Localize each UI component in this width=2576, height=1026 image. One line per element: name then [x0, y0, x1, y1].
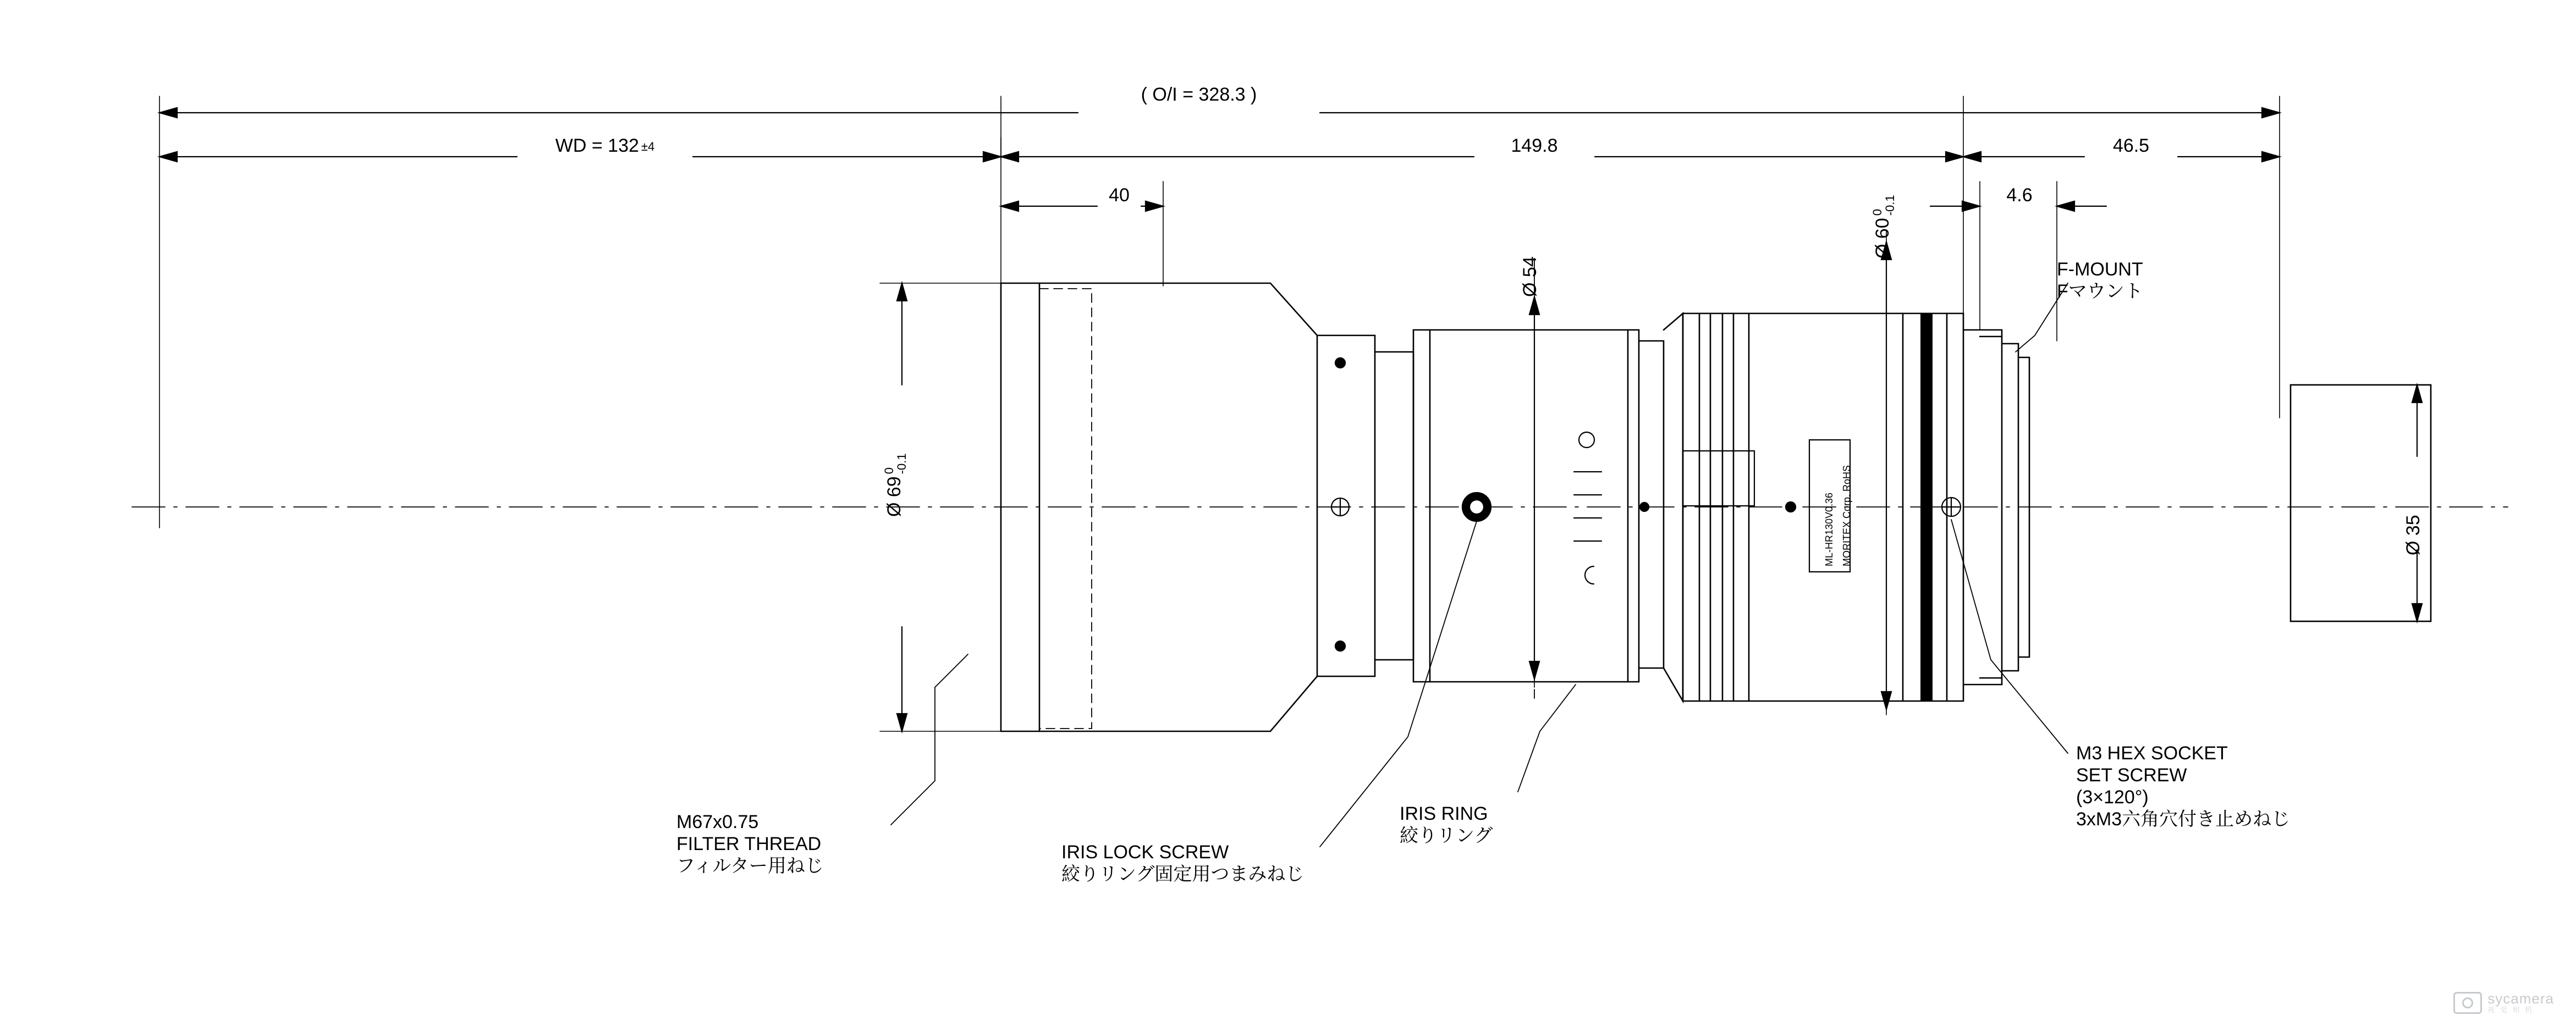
callout-filter-thread	[676, 811, 824, 877]
dimension-40: 40	[1109, 185, 1130, 206]
dimension-4-6: 4.6	[2006, 185, 2033, 206]
dimension-working-distance: WD = 132	[555, 135, 639, 156]
callout-iris-ring-line2: 絞りリング	[1400, 825, 1493, 847]
callout-filter-thread-line3: フィルター用ねじ	[676, 856, 824, 877]
callout-iris-ring	[1400, 803, 1493, 847]
callout-set-screw-line4: 3xM3六角穴付き止めねじ	[2076, 809, 2291, 830]
lens-name-plate-sub	[1841, 465, 1853, 566]
callout-f-mount-line1: F-MOUNT	[2057, 259, 2143, 280]
callout-filter-thread-line2: FILTER THREAD	[676, 834, 822, 855]
dimension-149-8: 149.8	[1511, 135, 1558, 156]
callout-iris-lock-screw-line2: 絞りリング固定用つまみねじ	[1061, 864, 1304, 885]
lens-name-plate-line1: ML-HR130V0.36	[1824, 492, 1835, 566]
dimension-dia-69-tolerance: 0 -0.1	[882, 453, 909, 475]
watermark-sub: 视 觉 相 机	[2487, 1006, 2534, 1014]
lens-name-plate	[1824, 493, 1835, 566]
callout-iris-lock-screw-line1: IRIS LOCK SCREW	[1061, 842, 1229, 863]
dimension-dia-69-value: Ø 69	[884, 476, 905, 517]
callout-f-mount	[2057, 258, 2143, 302]
dimension-dia-60	[1871, 195, 1896, 258]
callout-set-screw	[2076, 742, 2290, 830]
camera-icon	[2453, 992, 2482, 1014]
watermark	[2453, 991, 2554, 1014]
lens-name-plate-line2: MORITEX Corp. RoHS	[1841, 465, 1852, 566]
dimension-dia-60-tolerance: 0 -0.1	[1870, 195, 1897, 216]
callout-set-screw-line2: SET SCREW	[2076, 765, 2187, 786]
dimension-working-distance-tolerance: ±4	[641, 140, 655, 154]
dimension-dia-69	[883, 453, 908, 517]
watermark-main: sycamera	[2487, 990, 2554, 1007]
watermark-text	[2487, 991, 2554, 1014]
callout-filter-thread-line1: M67x0.75	[676, 812, 759, 832]
dimension-overall-length: ( O/I = 328.3 )	[1141, 84, 1257, 105]
callout-f-mount-line2: Fマウント	[2057, 281, 2143, 302]
dimension-dia-54: Ø 54	[1520, 256, 1540, 297]
callout-set-screw-line3: (3×120°)	[2076, 787, 2149, 808]
dimension-dia-35: Ø 35	[2403, 515, 2424, 555]
dimension-dia-60-value: Ø 60	[1872, 218, 1894, 258]
callout-iris-lock-screw	[1061, 841, 1304, 885]
dimension-46-5: 46.5	[2112, 135, 2150, 156]
dimension-working-distance-group	[555, 135, 654, 157]
callout-set-screw-line1: M3 HEX SOCKET	[2076, 743, 2228, 764]
callout-iris-ring-line1: IRIS RING	[1400, 803, 1488, 824]
